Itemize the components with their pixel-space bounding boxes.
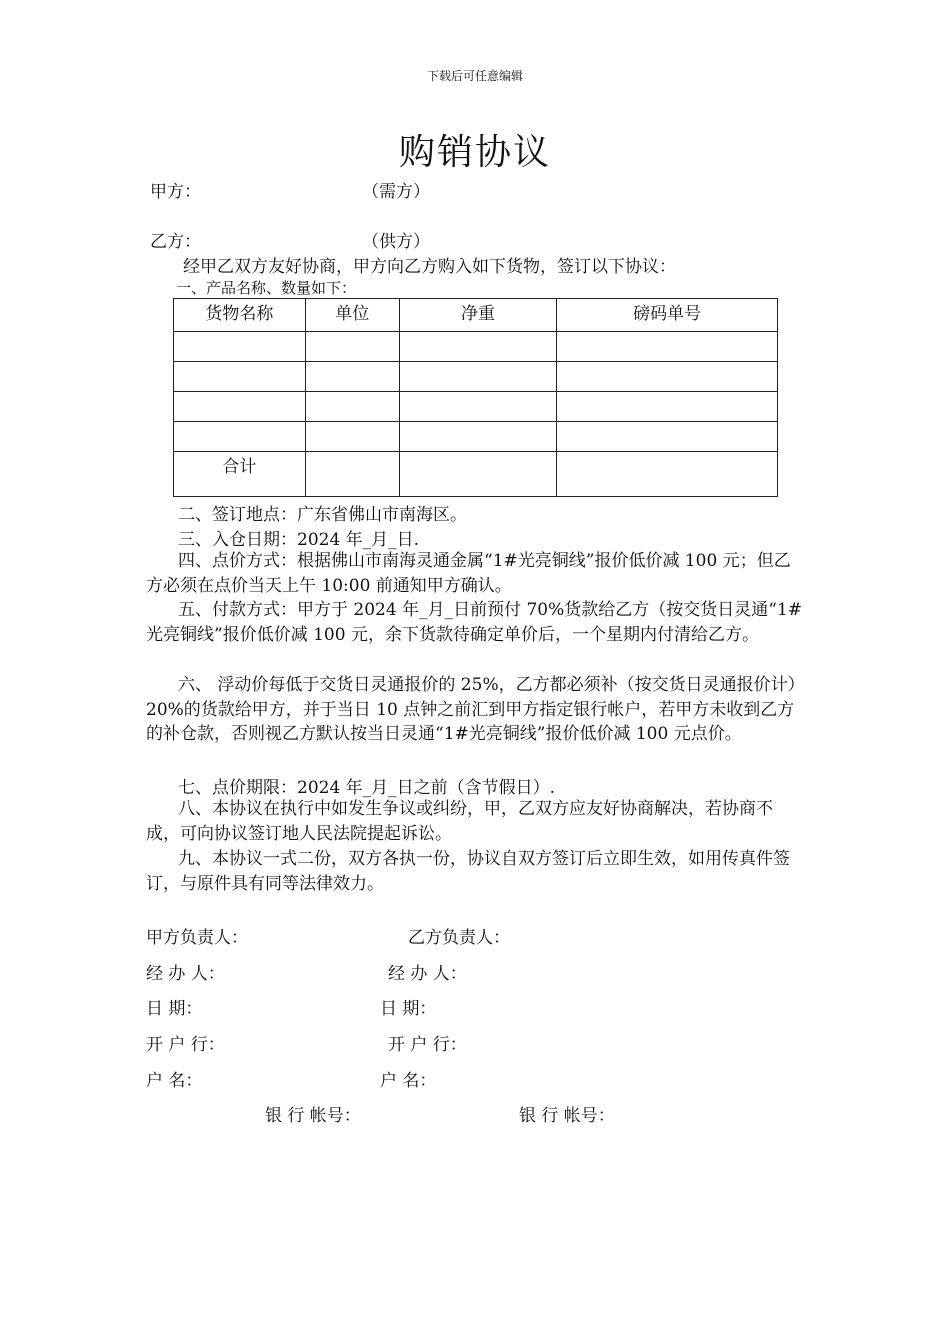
page-title: 购销协议 [398,132,551,173]
clause-8 [146,797,806,846]
party-b-bank-account: 银 行 帐号： [519,1106,615,1126]
table-cell [557,332,778,362]
table-cell [557,452,778,497]
table-cell [174,392,306,422]
table-cell [399,422,557,452]
clause-5-text: 五、付款方式：甲方于 2024 年_月_日前预付 70%货款给乙方（按交货日灵通“1#光亮铜线”报价低价减 100 元，余下货款待确定单价后，一个星期内付清给乙方。 [146,600,803,645]
table-cell [305,362,399,392]
table-cell [399,452,557,497]
header-goods-name: 货物名称 [174,299,306,332]
clause-3: 三、入仓日期：2024 年_月_日. [178,530,420,550]
party-a-bank: 开 户 行： [146,1035,225,1055]
table-cell [399,362,557,392]
table-row [174,422,778,452]
party-a-representative: 甲方负责人： [146,928,248,948]
total-label: 合计 [174,452,306,497]
party-a-account-name: 户 名： [146,1071,203,1091]
party-b-date: 日 期： [380,999,437,1019]
party-a-bank-account: 银 行 帐号： [265,1106,361,1126]
table-total-row [174,452,778,497]
clause-9-text: 九、本协议一式二份，双方各执一份，协议自双方签订后立即生效，如用传真件签订，与原件具有同等法律效力。 [146,849,790,894]
party-b-role: （供方） [362,232,430,252]
table-cell [174,422,306,452]
intro-text: 经甲乙双方友好协商，甲方向乙方购入如下货物，签订以下协议： [183,257,676,277]
clause-5 [146,598,806,647]
table-cell [305,452,399,497]
table-cell [557,422,778,452]
table-cell [305,332,399,362]
party-a-role: （需方） [362,182,430,202]
header-note: 下载后可任意编辑 [426,69,523,83]
header-weigh-ticket: 磅码单号 [557,299,778,332]
table-cell [399,392,557,422]
table-row [174,362,778,392]
table-cell [305,392,399,422]
party-b-label: 乙方： [150,232,201,252]
clause-6 [146,673,806,747]
clause-9 [146,847,806,896]
header-unit: 单位 [305,299,399,332]
clause-6-text: 六、 浮动价每低于交货日灵通报价的 25%，乙方都必须补（按交货日灵通报价计）20%的货款给甲方，并于当日 10 点钟之前汇到甲方指定银行帐户，若甲方未收到乙方的补仓款，否则视乙方默认按当日灵通“1#光亮铜线”报价低价减 100 元点价。 [146,675,805,744]
header-net-weight: 净重 [399,299,557,332]
table-cell [174,362,306,392]
party-a-label: 甲方： [150,182,201,202]
goods-table [173,298,778,497]
clause-4-text: 四、点价方式：根据佛山市南海灵通金属“1#光亮铜线”报价低价减 100 元；但乙方必须在点价当天上午 10:00 前通知甲方确认。 [146,551,791,596]
table-cell [557,392,778,422]
table-cell [305,422,399,452]
clause-2: 二、签订地点：广东省佛山市南海区。 [178,505,467,525]
table-row [174,332,778,362]
table-cell [174,332,306,362]
clause-8-text: 八、本协议在执行中如发生争议或纠纷，甲，乙双方应友好协商解决，若协商不成，可向协议签订地人民法院提起诉讼。 [146,799,773,844]
clause-4 [146,549,806,598]
table-row [174,392,778,422]
clause-7: 七、点价期限：2024 年_月_日之前（含节假日）. [178,778,556,798]
table-cell [557,362,778,392]
table-cell [399,332,557,362]
party-b-account-name: 户 名： [380,1071,437,1091]
party-b-bank: 开 户 行： [388,1035,467,1055]
party-b-representative: 乙方负责人： [408,928,510,948]
table-header-row [174,299,778,332]
party-a-handler: 经 办 人： [146,964,225,984]
section-1-heading: 一、产品名称、数量如下： [176,279,357,297]
party-a-date: 日 期： [146,999,203,1019]
party-b-handler: 经 办 人： [388,964,467,984]
